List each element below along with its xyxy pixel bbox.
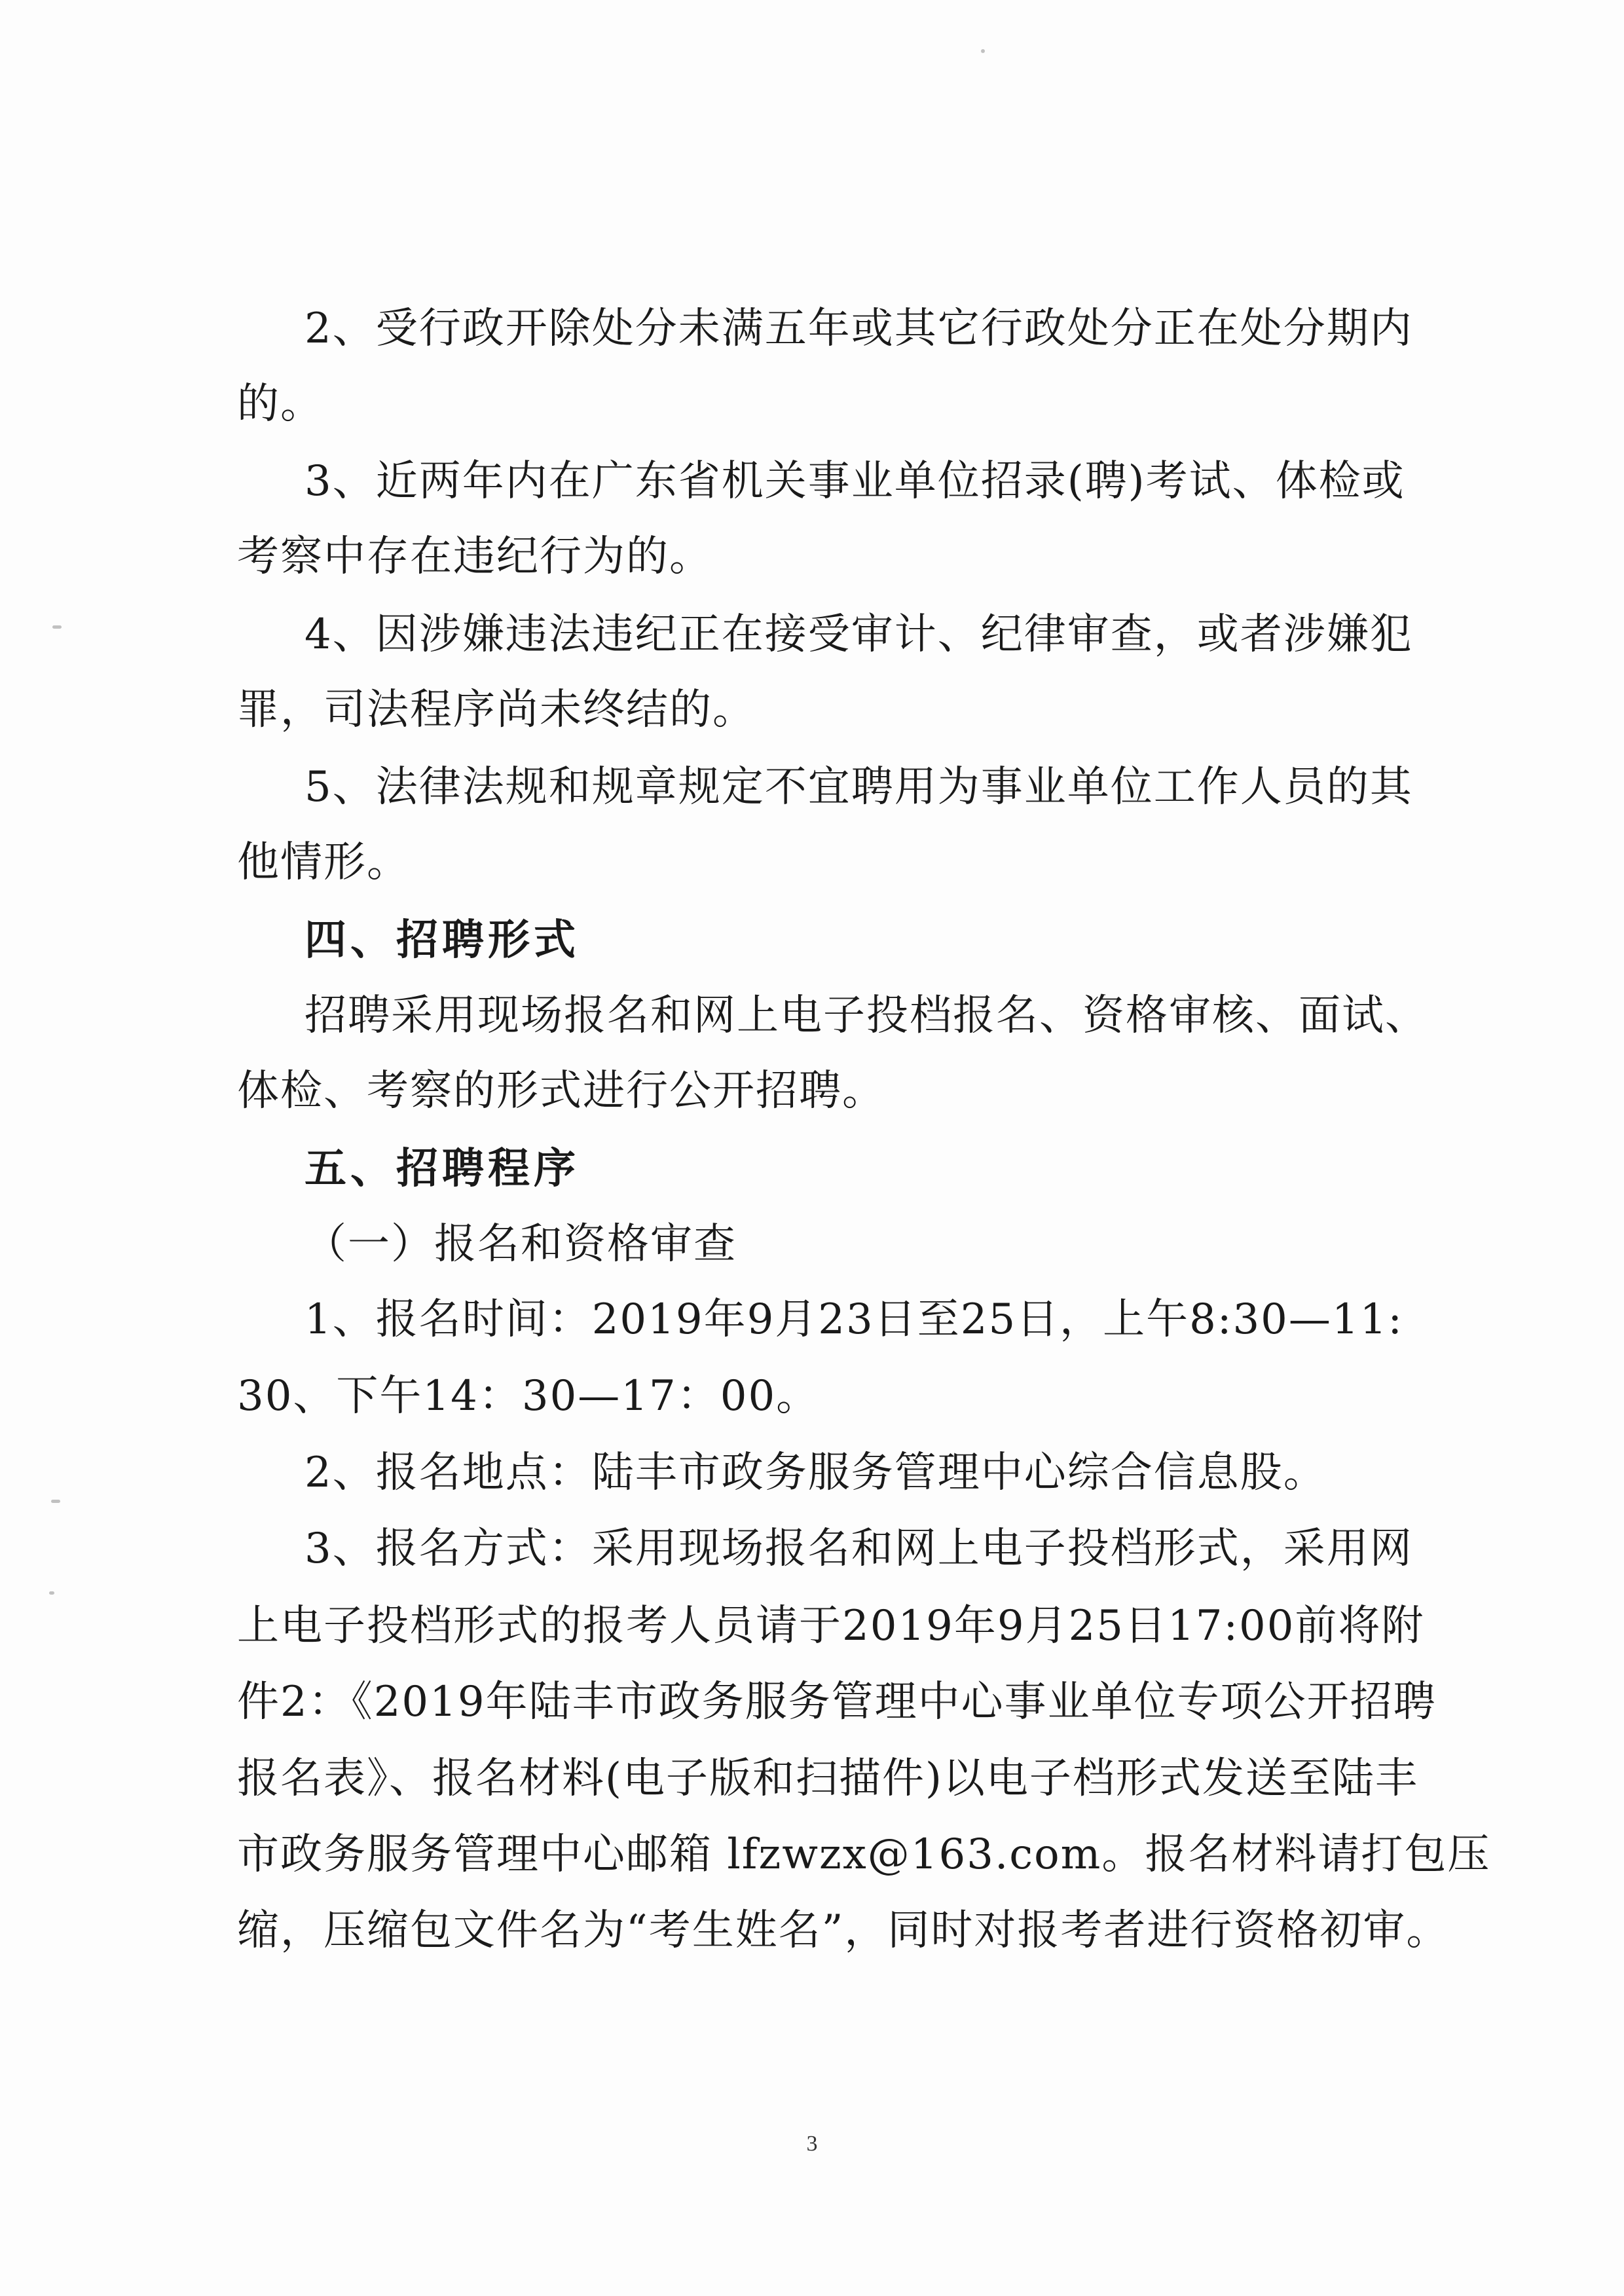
paragraph-item-2-line-2: 的。 (237, 380, 323, 428)
scan-speck (981, 49, 985, 53)
scan-speck (51, 1500, 60, 1503)
paragraph-registration-time-line-2: 30、下午14：30—17：00。 (237, 1372, 820, 1420)
paragraph-item-5-line-2: 他情形。 (237, 838, 410, 887)
paragraph-registration-method-line-3: 件2：《2019年陆丰市政务服务管理中心事业单位专项公开招聘 (237, 1678, 1437, 1726)
paragraph-item-4-line-2: 罪，司法程序尚未终结的。 (237, 686, 756, 734)
scan-speck (49, 1591, 54, 1595)
paragraph-registration-location: 2、报名地点：陆丰市政务服务管理中心综合信息股。 (304, 1449, 1327, 1497)
paragraph-item-4-line-1: 4、因涉嫌违法违纪正在接受审计、纪律审查，或者涉嫌犯 (304, 610, 1413, 659)
paragraph-registration-method-line-4: 报名表》、报名材料(电子版和扫描件)以电子档形式发送至陆丰 (237, 1754, 1418, 1803)
paragraph-item-3-line-1: 3、近两年内在广东省机关事业单位招录(聘)考试、体检或 (304, 457, 1405, 506)
section-heading-recruitment-form: 四、招聘形式 (304, 916, 580, 965)
paragraph-registration-method-line-6: 缩，压缩包文件名为“考生姓名”，同时对报考者进行资格初审。 (237, 1906, 1450, 1955)
paragraph-item-5-line-1: 5、法律法规和规章规定不宜聘用为事业单位工作人员的其 (304, 763, 1413, 811)
paragraph-registration-method-line-1: 3、报名方式：采用现场报名和网上电子投档形式，采用网 (304, 1525, 1413, 1573)
section-heading-recruitment-procedure: 五、招聘程序 (304, 1144, 580, 1193)
page-number: 3 (806, 2132, 818, 2156)
paragraph-item-3-line-2: 考察中存在违纪行为的。 (237, 532, 712, 581)
paragraph-registration-time-line-1: 1、报名时间：2019年9月23日至25日，上午8:30—11: (304, 1295, 1403, 1344)
subsection-heading-registration: （一）报名和资格审查 (304, 1220, 737, 1268)
paragraph-recruitment-form-line-1: 招聘采用现场报名和网上电子投档报名、资格审核、面试、 (304, 991, 1428, 1040)
paragraph-recruitment-form-line-2: 体检、考察的形式进行公开招聘。 (237, 1067, 885, 1115)
paragraph-item-2-line-1: 2、受行政开除处分未满五年或其它行政处分正在处分期内 (304, 305, 1413, 353)
scan-speck (52, 625, 62, 629)
paragraph-registration-method-line-2: 上电子投档形式的报考人员请于2019年9月25日17:00前将附 (237, 1602, 1425, 1650)
paragraph-registration-method-line-5: 市政务服务管理中心邮箱 lfzwzx@163.com。报名材料请打包压 (237, 1830, 1491, 1879)
